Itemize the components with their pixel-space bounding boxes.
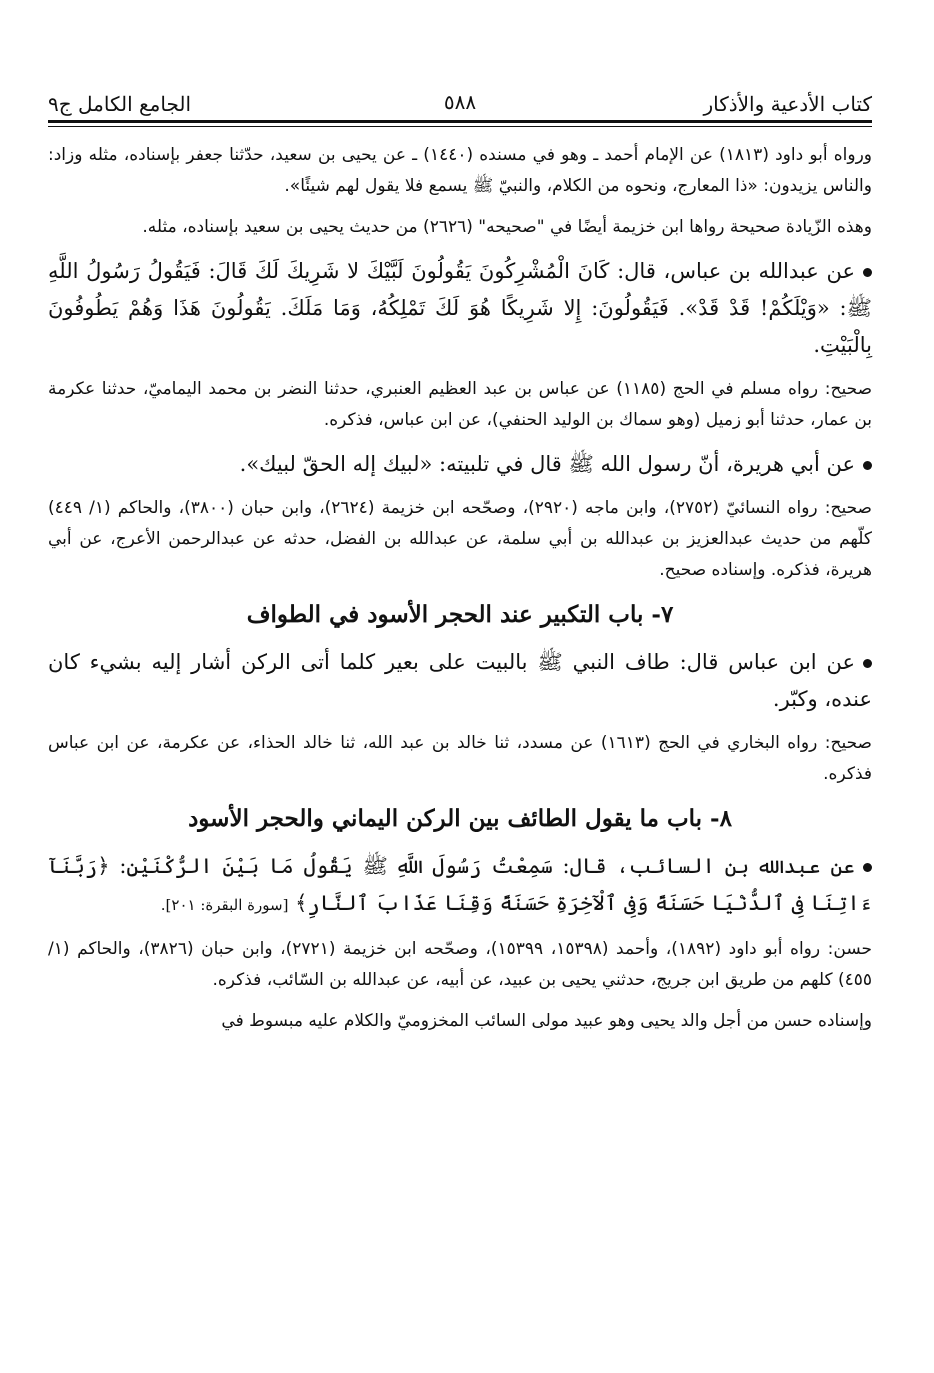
commentary-paragraph: وهذه الزّيادة صحيحة رواها ابن خزيمة أيضًا في "صحيحه" (٢٦٢٦) من حديث يحيى بن سعيد بإسناده، مثله. — [142, 217, 872, 237]
page-number: ٥٨٨ — [443, 90, 477, 114]
section-title: ٨- باب ما يقول الطائف بين الركن اليماني والحجر الأسود — [188, 805, 732, 832]
hadith-body: عن ابن عباس قال: طاف النبي ﷺ بالبيت على بعير كلما أتى الركن أشار إليه بشيء كان عنده، وكبّر. — [48, 650, 872, 711]
running-header — [48, 80, 872, 116]
commentary-paragraph: حسن: رواه أبو داود (١٨٩٢)، وأحمد (١٥٣٩٨، ١٥٣٩٩)، وصحّحه ابن خزيمة (٢٧٢١)، وابن حبان (٣٨٢٦)، والحاكم (١/ ٤٥٥) كلهم من طريق ابن جريج، حدثني يحيى بن عبيد، عن أبيه، عن عبدالله بن السّائب، فذكره. — [48, 939, 873, 990]
header-rule-thin — [48, 126, 872, 127]
bullet-icon — [863, 268, 872, 277]
book-page — [48, 0, 872, 1373]
bullet-icon — [863, 461, 872, 470]
book-volume-title: الجامع الكامل ج٩ — [48, 92, 192, 116]
quran-reference: [سورة البقرة: ٢٠١]. — [160, 896, 289, 914]
hadith-body: عن عبدالله بن السائب، قال: سَمِعْتُ رَسُولَ اللَّهِ ﷺ يَقُولُ مَا بَيْنَ الرُّكْنَيْنِ: ﴿رَبَّنَآ ءَاتِنَا فِى ٱلدُّنْيَا حَسَنَةً وَفِى ٱلْآخِرَةِ حَسَنَةً وَقِنَا عَذَابَ ٱلنَّارِ﴾ — [48, 854, 872, 915]
commentary-paragraph: صحيح: رواه النسائيّ (٢٧٥٢)، وابن ماجه (٢٩٢٠)، وصحّحه ابن خزيمة (٢٦٢٤)، وابن حبان (٣٨٠٠)، والحاكم (١/ ٤٤٩) كلّهم من حديث عبدالعزيز بن عبدالله بن أبي سلمة، عن عبدالله بن الفضل، حدثه عن عبدالرحمن الأعرج، عن أبي هريرة، فذكره. وإسناده صحيح. — [48, 498, 872, 580]
commentary-paragraph: ورواه أبو داود (١٨١٣) عن الإمام أحمد ـ وهو في مسنده (١٤٤٠) ـ عن يحيى بن سعيد، حدّثنا جعفر بإسناده، مثله وزاد: والناس يزيدون: «ذا المعارج، ونحوه من الكلام، والنبيّ ﷺ يسمع فلا يقول لهم شيئًا». — [48, 145, 872, 196]
commentary-paragraph: صحيح: رواه البخاري في الحج (١٦١٣) عن مسدد، ثنا خالد بن عبد الله، ثنا خالد الحذاء، عن عكرمة، عن ابن عباس فذكره. — [48, 733, 872, 784]
commentary-paragraph: وإسناده حسن من أجل والد يحيى وهو عبيد مولى السائب المخزوميّ والكلام عليه مبسوط في — [221, 1011, 872, 1031]
bullet-icon — [863, 863, 872, 872]
hadith-text — [48, 644, 872, 718]
chapter-title: كتاب الأدعية والأذكار — [703, 92, 872, 116]
page-body — [48, 140, 872, 1047]
header-rule — [48, 120, 872, 123]
bullet-icon — [863, 659, 872, 668]
section-title: ٧- باب التكبير عند الحجر الأسود في الطواف — [246, 601, 674, 628]
commentary-paragraph: صحيح: رواه مسلم في الحج (١١٨٥) عن عباس بن عبد العظيم العنبري، حدثنا النضر بن محمد اليماميّ، حدثنا عكرمة بن عمار، حدثنا أبو زميل (وهو سماك بن الوليد الحنفي)، عن ابن عباس، فذكره. — [48, 379, 872, 430]
hadith-text — [48, 446, 872, 483]
hadith-body: عن عبدالله بن عباس، قال: كَانَ الْمُشْرِكُونَ يَقُولُونَ لَبَّيْكَ لا شَرِيكَ لَكَ قَالَ: فَيَقُولُ رَسُولُ اللَّهِ ﷺ: «وَيْلَكُمْ! قَدْ قَدْ». فَيَقُولُونَ: إِلا شَرِيكًا هُوَ لَكَ تَمْلِكُهُ، وَمَا مَلَكَ. يَقُولُونَ هَذَا وَهُمْ يَطُوفُونَ بِالْبَيْتِ. — [48, 259, 872, 357]
hadith-body: عن أبي هريرة، أنّ رسول الله ﷺ قال في تلبيته: «لبيك إله الحقّ لبيك». — [239, 452, 855, 476]
hadith-text — [48, 848, 872, 924]
hadith-text — [48, 253, 872, 364]
